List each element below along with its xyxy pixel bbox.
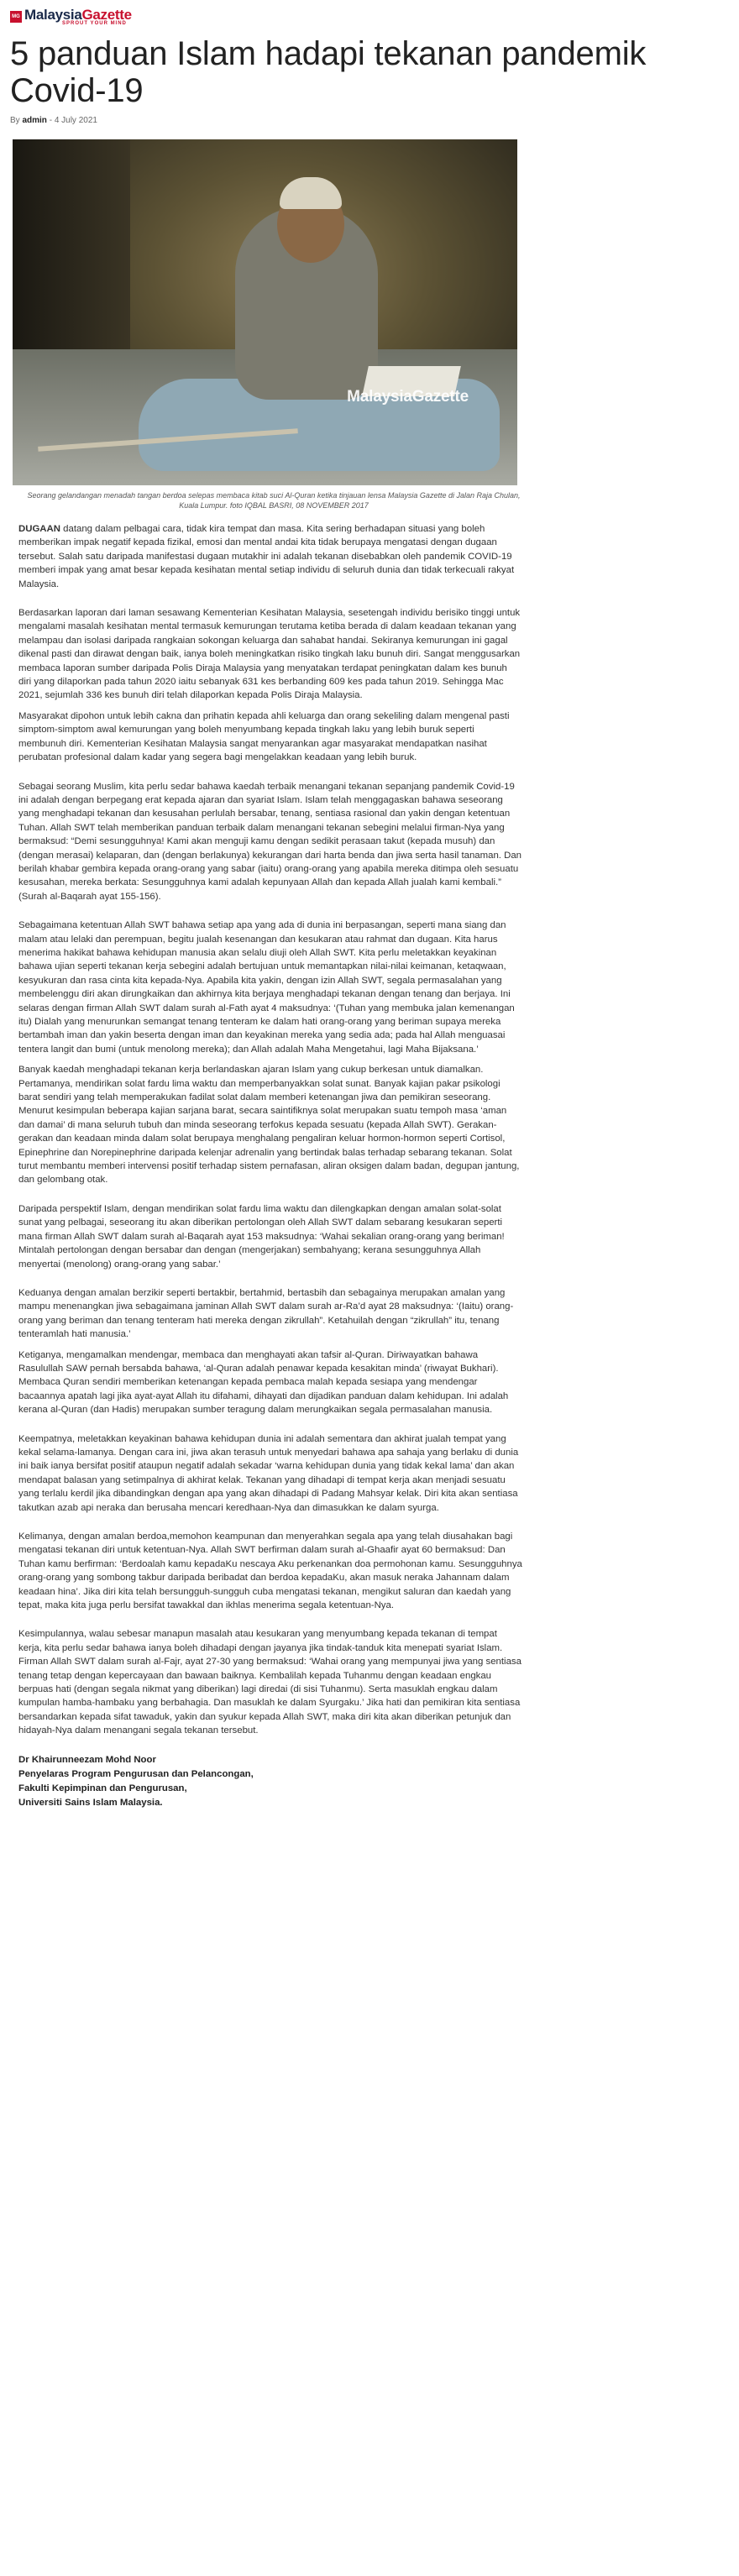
signature-line-3: Fakulti Kepimpinan dan Pengurusan, (18, 1783, 187, 1793)
signature-line-4: Universiti Sains Islam Malaysia. (18, 1797, 163, 1808)
author-signature (18, 1753, 522, 1810)
article-photo (13, 139, 517, 485)
photo-watermark: MalaysiaGazette (347, 388, 469, 406)
logo-badge-icon: MG (10, 11, 22, 23)
article-body (10, 522, 522, 1810)
logo-text-group (24, 8, 132, 26)
lead-word: DUGAAN (18, 524, 60, 534)
paragraph-9: Ketiganya, mengamalkan mendengar, membaca dan menghayati akan tafsir al-Quran. Diriwayatkan bahawa Rasulullah SAW pernah bersabda bahawa, ‘al-Quran adalah penawar kepada kesakitan minda’ (riwayat Bukhari). Membaca Quran sendiri memberikan ketenangan kepada pembaca malah kepada sesiapa yang mendengar bacaannya apatah lagi jika ayat-ayat Allah itu difahami, dihayati dan dijadikan panduan dalam kehidupan. Ini adalah kerana al-Quran (dan Hadis) merupakan sumber teragung dalam merungkaikan segala permasalahan manusia. (18, 1349, 509, 1416)
article-title: 5 panduan Islam hadapi tekanan pandemik Covid-19 (10, 35, 647, 109)
author-link[interactable]: admin (22, 116, 47, 125)
signature-name: Dr Khairunneezam Mohd Noor (18, 1754, 156, 1765)
logo-tagline: SPROUT YOUR MIND (62, 20, 127, 26)
publish-date: 4 July 2021 (54, 116, 97, 125)
signature-line-2: Penyelaras Program Pengurusan dan Pelancongan, (18, 1768, 254, 1779)
paragraph-1-text: datang dalam pelbagai cara, tidak kira tempat dan masa. Kita sering berhadapan situasi yang boleh memberikan impak negatif kepada fizikal, emosi dan mental andai kita tidak berupaya mengatasi dengan dugaan tersebut. Salah satu daripada manifestasi dugaan mutakhir ini adalah tekanan disebabkan oleh pandemik COVID-19 memberi impak yang amat besar kepada kesihatan mental setiap individu di seluruh dunia dan tidak terkecuali rakyat Malaysia. (18, 524, 515, 589)
logo-wordmark (24, 8, 132, 22)
paragraph-6: Banyak kaedah menghadapi tekanan kerja berlandaskan ajaran Islam yang cukup berkesan untuk diamalkan. Pertamanya, mendirikan solat fardu lima waktu dan memperbanyakkan solat sunat. Banyak kajian pakar psikologi barat sendiri yang telah memperakukan fadilat solat dalam memberi ketenangan jiwa dan pemikiran seseorang. Menurut kesimpulan beberapa kajian sarjana barat, secara saintifiknya solat merupakan suatu tempoh masa ‘aman dan damai’ di mana seluruh tubuh dan minda seseorang terfokus kepada sesuatu (kepada Allah SWT). Gerakan-gerakan dan keadaan minda dalam solat berupaya menghalang pengaliran keluar hormon-hormon seperti Cortisol, Epinephrine dan Norepinephrine daripada kelenjar adrenalin yang bertindak balas terhadap sebarang tekanan. Solat turut membantu memberi intervensi positif terhadap sistem pernafasan, aliran oksigen dalam badan, degupan jantung, dan gelombang otak. (18, 1065, 520, 1186)
paragraph-11: Kelimanya, dengan amalan berdoa,memohon keampunan dan menyerahkan segala apa yang telah diusahakan bagi mengatasi tekanan diri untuk ketentuan-Nya. Allah SWT berfirman dalam surah al-Ghaafir ayat 60 bermaksud: Dan Tuhan kamu berfirman: ‘Berdoalah kamu kepadaKu nescaya Aku perkenankan doa permohonan kamu. Sesungguhnya orang-orang yang sombong takbur daripada beribadat dan berdoa kepadaKu, akan masuk neraka Jahannam dalam keadaan hina’. Jika diri kita telah bersungguh-sungguh cuba mengatasi tekanan, mengikut saluran dan kaedah yang tepat, maka kita juga perlu bersifat tawakkal dan ikhlas menerima segala ketentuan-Nya. (18, 1531, 522, 1611)
logo-name-part1: Malaysia (24, 6, 82, 23)
byline-prefix: By (10, 116, 20, 125)
article-byline (10, 116, 729, 129)
site-logo[interactable] (10, 0, 729, 34)
paragraph-8: Keduanya dengan amalan berzikir seperti bertakbir, bertahmid, bertasbih dan sebagainya merupakan amalan yang mampu menenangkan jiwa sebagaimana jaminan Allah SWT dalam surah ar-Ra’d ayat 28 maksudnya: ‘(Iaitu) orang-orang yang beriman dan tenang tenteram hati mereka dengan zikrullah”. Ketahuilah dengan “zikrullah” itu, tenang tenteramlah hati manusia.’ (18, 1287, 514, 1340)
photo-wall (13, 139, 130, 358)
logo-name-part2: Gazette (81, 6, 132, 23)
paragraph-1 (18, 522, 522, 591)
paragraph-4: Sebagai seorang Muslim, kita perlu sedar bahawa kaedah terbaik menangani tekanan sepanjang pandemik Covid-19 ini adalah dengan berpegang erat kepada ajaran dan syariat Islam. Islam telah menggagaskan bahawa seseorang yang menghadapi tekanan dan kesusahan perlulah bersabar, tenang, sentiasa rasional dan yakin dengan ketentuan Tuhan. Allah SWT telah memberikan panduan terbaik dalam menangani tekanan sebegini melalui firman-Nya yang bermaksud: “Demi sesungguhnya! Kami akan menguji kamu dengan sedikit perasaan takut (kepada musuh) dan (dengan merasai) kelaparan, dan (dengan berlakunya) kekurangan dari harta benda dan jiwa serta hasil tanaman. Dan berilah khabar gembira kepada orang-orang yang sabar (iaitu) orang-orang yang apabila mereka ditimpa oleh sesuatu kesusahan, mereka berkata: Sesungguhnya kami adalah kepunyaan Allah dan kepada Allah jualah kami kembali.” (Surah al-Baqarah ayat 155-156). (18, 781, 522, 902)
paragraph-12: Kesimpulannya, walau sebesar manapun masalah atau kesukaran yang menyumbang kepada tekanan di tempat kerja, kita perlu sedar bahawa ianya boleh dihadapi dengan jayanya jika tindak-tanduk kita menepati syariat Islam. Firman Allah SWT dalam surah al-Fajr, ayat 27-30 yang bermaksud: ‘Wahai orang yang mempunyai jiwa yang sentiasa tenang tetap dengan kepercayaan dan bawaan baiknya. Kembalilah kepada Tuhanmu dengan keadaan engkau berpuas hati (dengan segala nikmat yang diberikan) lagi diredai (di sisi Tuhanmu). Serta masuklah engkau dalam kumpulan hamba-hambaku yang berbahagia. Dan masuklah ke dalam Syurgaku.’ Jika hati dan pemikiran kita sentiasa bersandarkan kepada sifat tawaduk, yakin dan syukur kepada Allah SWT, maka diri kita akan diberikan petunjuk dan hidayah-Nya dalam menangani segala tekanan tersebut. (18, 1629, 521, 1736)
byline-separator: - (49, 116, 53, 125)
paragraph-10: Keempatnya, meletakkan keyakinan bahawa kehidupan dunia ini adalah sementara dan akhirat jualah tempat yang kekal selama-lamanya. Dengan cara ini, jiwa akan terasuh untuk menyedari bahawa apa sahaja yang berlaku di dunia ini baik ianya bersifat positif ataupun negatif adalah sekadar ‘warna kehidupan dunia yang tidak kekal lama’ dan akan mendapat balasan yang setimpalnya di akhirat kelak. Tekanan yang dihadapi di tempat kerja akan menjadi sesuatu yang terlalu kerdil jika dibandingkan dengan apa yang akan dihadapi di Padang Mahsyar kelak. Diri kita akan sentiasa takutkan azab api neraka dan berusaha mencari keredhaan-Nya dan dimasukkan ke dalam syurga. (18, 1433, 519, 1513)
paragraph-3: Masyarakat dipohon untuk lebih cakna dan prihatin kepada ahli keluarga dan orang sekeliling dalam mengenal pasti simptom-simptom awal kemurungan yang boleh menyumbang kepada tingkah laku yang lebih buruk seperti membunuh diri. Kementerian Kesihatan Malaysia sangat menyarankan agar masyarakat mendapatkan nasihat perubatan profesional dalam kadar yang segera bagi mengelakkan keadaan yang lebih buruk. (18, 710, 510, 763)
photo-person-cap (280, 177, 342, 209)
photo-caption: Seorang gelandangan menadah tangan berdoa selepas membaca kitab suci Al-Quran ketika tinjauan lensa Malaysia Gazette di Jalan Raja Chulan, Kuala Lumpur. foto IQBAL BASRI, 08 NOVEMBER 2017 (27, 491, 521, 510)
paragraph-7: Daripada perspektif Islam, dengan mendirikan solat fardu lima waktu dan dilengkapkan dengan amalan solat-solat sunat yang pelbagai, seseorang itu akan diberikan pertolongan oleh Allah SWT dalam sebarang kesukaran seperti mana firman Allah SWT dalam surah al-Baqarah ayat 153 maksudnya: ‘Wahai sekalian orang-orang yang beriman! Mintalah pertolongan dengan bersabar dan dengan (mengerjakan) sembahyang; kerana sesungguhnya Allah menyertai (menolong) orang-orang yang sabar.’ (18, 1203, 505, 1270)
paragraph-5: Sebagaimana ketentuan Allah SWT bahawa setiap apa yang ada di dunia ini berpasangan, seperti mana siang dan malam atau lelaki dan perempuan, begitu jualah kesenangan dan kesukaran atau rahmat dan dugaan. Kita harus menerima hakikat bahawa kehidupan manusia akan selalu diuji oleh Allah SWT. Kita perlu meletakkan keyakinan bahawa ujian seperti tekanan kerja sebegini adalah bertujuan untuk memantapkan nilai-nilai keimanan, ketaqwaan, kesyukuran dan rasa cinta kita kepada-Nya. Apabila kita yakin, dengan izin Allah SWT, segala permasalahan yang membelenggu diri akan dirungkaikan dan akhirnya kita berjaya menghadapi tekanan dengan tenang dan berjaya. Ini selaras dengan firman Allah SWT dalam surah al-Fath ayat 4 maksudnya: ‘(Tuhan yang membuka jalan kemenangan itu) Dialah yang menurunkan semangat tenang tenteram ke dalam hati orang-orang yang beriman supaya mereka bertambah iman dan yakin beserta dengan iman dan keyakinan mereka yang sedia ada; pada hal Allah menguasai tentera langit dan bumi (untuk menolong mereka); dan Allah adalah Maha Mengetahui, lagi Maha Bijaksana.’ (18, 920, 515, 1055)
paragraph-2: Berdasarkan laporan dari laman sesawang Kementerian Kesihatan Malaysia, sesetengah individu berisiko tinggi untuk mengalami masalah kesihatan mental termasuk kemurungan terutama ketiba berada di dalam keadaan tekanan yang melampau dan isolasi daripada rangkaian sokongan keluarga dan sahabat handai. Sekiranya kemurungan ini gagal dikenal pasti dan dirawat dengan baik, ianya boleh meningkatkan risiko tingkah laku bunuh diri. Sangat menggusarkan membaca laporan sumber daripada Polis Diraja Malaysia yang menyatakan terdapat peningkatan dalam kes bunuh diri yang dilaporkan pada tahun 2020 iaitu sebanyak 631 kes berbanding 609 kes pada tahun 2019. Sehingga Mac 2021, sejumlah 336 kes bunuh diri telah dilaporkan kepada Polis Diraja Malaysia. (18, 608, 521, 701)
